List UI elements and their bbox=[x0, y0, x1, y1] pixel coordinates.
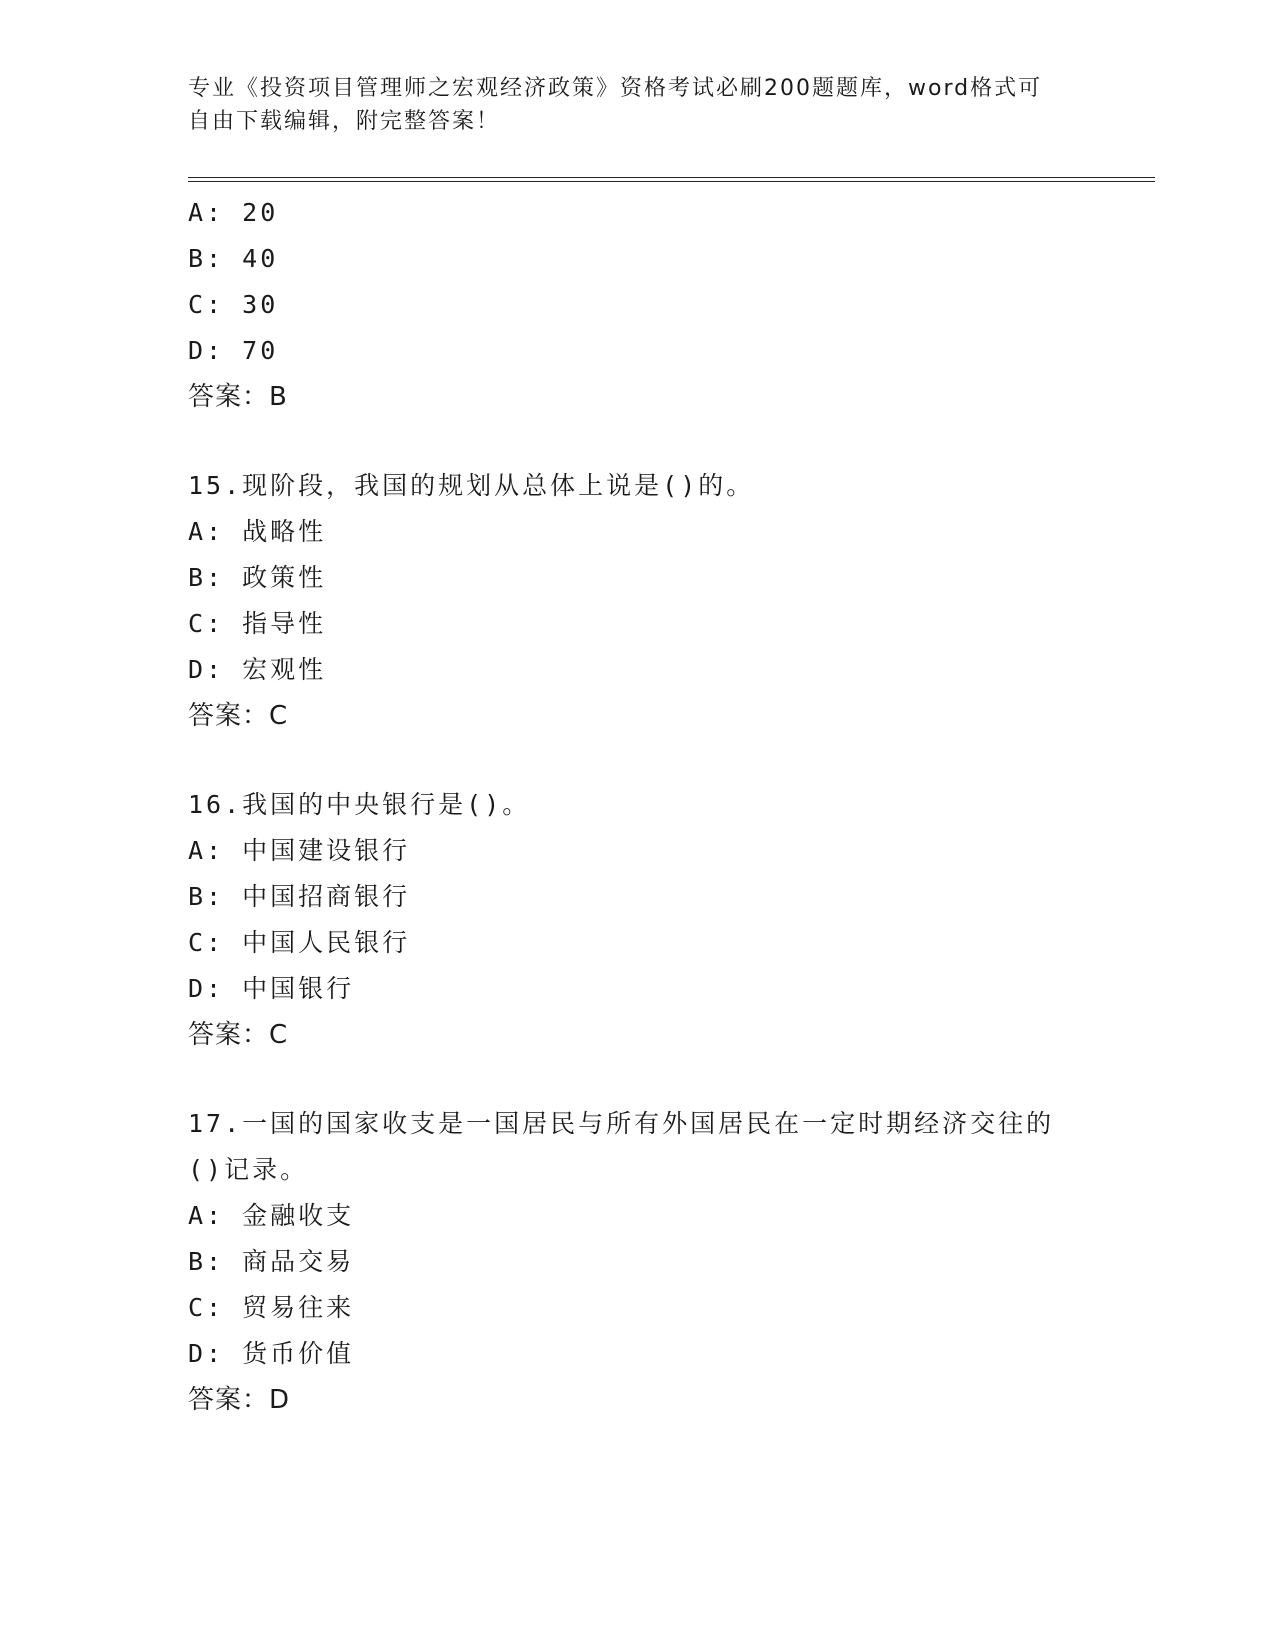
header-divider-top bbox=[188, 177, 1155, 178]
option-b: B: 政策性 bbox=[188, 563, 327, 592]
header-divider-bottom bbox=[188, 181, 1155, 182]
document-header bbox=[188, 72, 1088, 138]
spacer bbox=[188, 739, 1088, 782]
option-d: D: 70 bbox=[188, 336, 279, 365]
spacer bbox=[188, 1058, 1088, 1101]
option-c: C: 30 bbox=[188, 290, 279, 319]
question-stem: 17.一国的国家收支是一国居民与所有外国居民在一定时期经济交往的()记录。 bbox=[188, 1109, 1055, 1184]
option-a: A: 战略性 bbox=[188, 517, 327, 546]
answer-line: 答案：B bbox=[188, 382, 288, 412]
option-d: D: 货币价值 bbox=[188, 1339, 355, 1368]
option-a: A: 金融收支 bbox=[188, 1201, 355, 1230]
option-c: C: 中国人民银行 bbox=[188, 928, 411, 957]
answer-line: 答案：D bbox=[188, 1385, 291, 1415]
question-stem: 16.我国的中央银行是()。 bbox=[188, 790, 531, 819]
option-a: A: 20 bbox=[188, 198, 279, 227]
question-block-16 bbox=[188, 782, 1088, 1058]
answer-line: 答案：C bbox=[188, 1020, 289, 1050]
header-line-2: 自由下载编辑，附完整答案！ bbox=[188, 109, 501, 134]
option-a: A: 中国建设银行 bbox=[188, 836, 411, 865]
answer-line: 答案：C bbox=[188, 701, 289, 731]
option-b: B: 中国招商银行 bbox=[188, 882, 411, 911]
option-b: B: 40 bbox=[188, 244, 279, 273]
option-c: C: 指导性 bbox=[188, 609, 327, 638]
question-block-15 bbox=[188, 463, 1088, 739]
question-stem: 15.现阶段，我国的规划从总体上说是()的。 bbox=[188, 471, 755, 500]
option-d: D: 宏观性 bbox=[188, 655, 327, 684]
spacer bbox=[188, 420, 1088, 463]
question-block-17 bbox=[188, 1101, 1088, 1423]
option-c: C: 贸易往来 bbox=[188, 1293, 355, 1322]
header-line-1: 专业《投资项目管理师之宏观经济政策》资格考试必刷200题题库，word格式可 bbox=[188, 76, 1043, 101]
question-block-14 bbox=[188, 190, 1088, 420]
question-list bbox=[188, 190, 1088, 1423]
option-b: B: 商品交易 bbox=[188, 1247, 355, 1276]
option-d: D: 中国银行 bbox=[188, 974, 355, 1003]
